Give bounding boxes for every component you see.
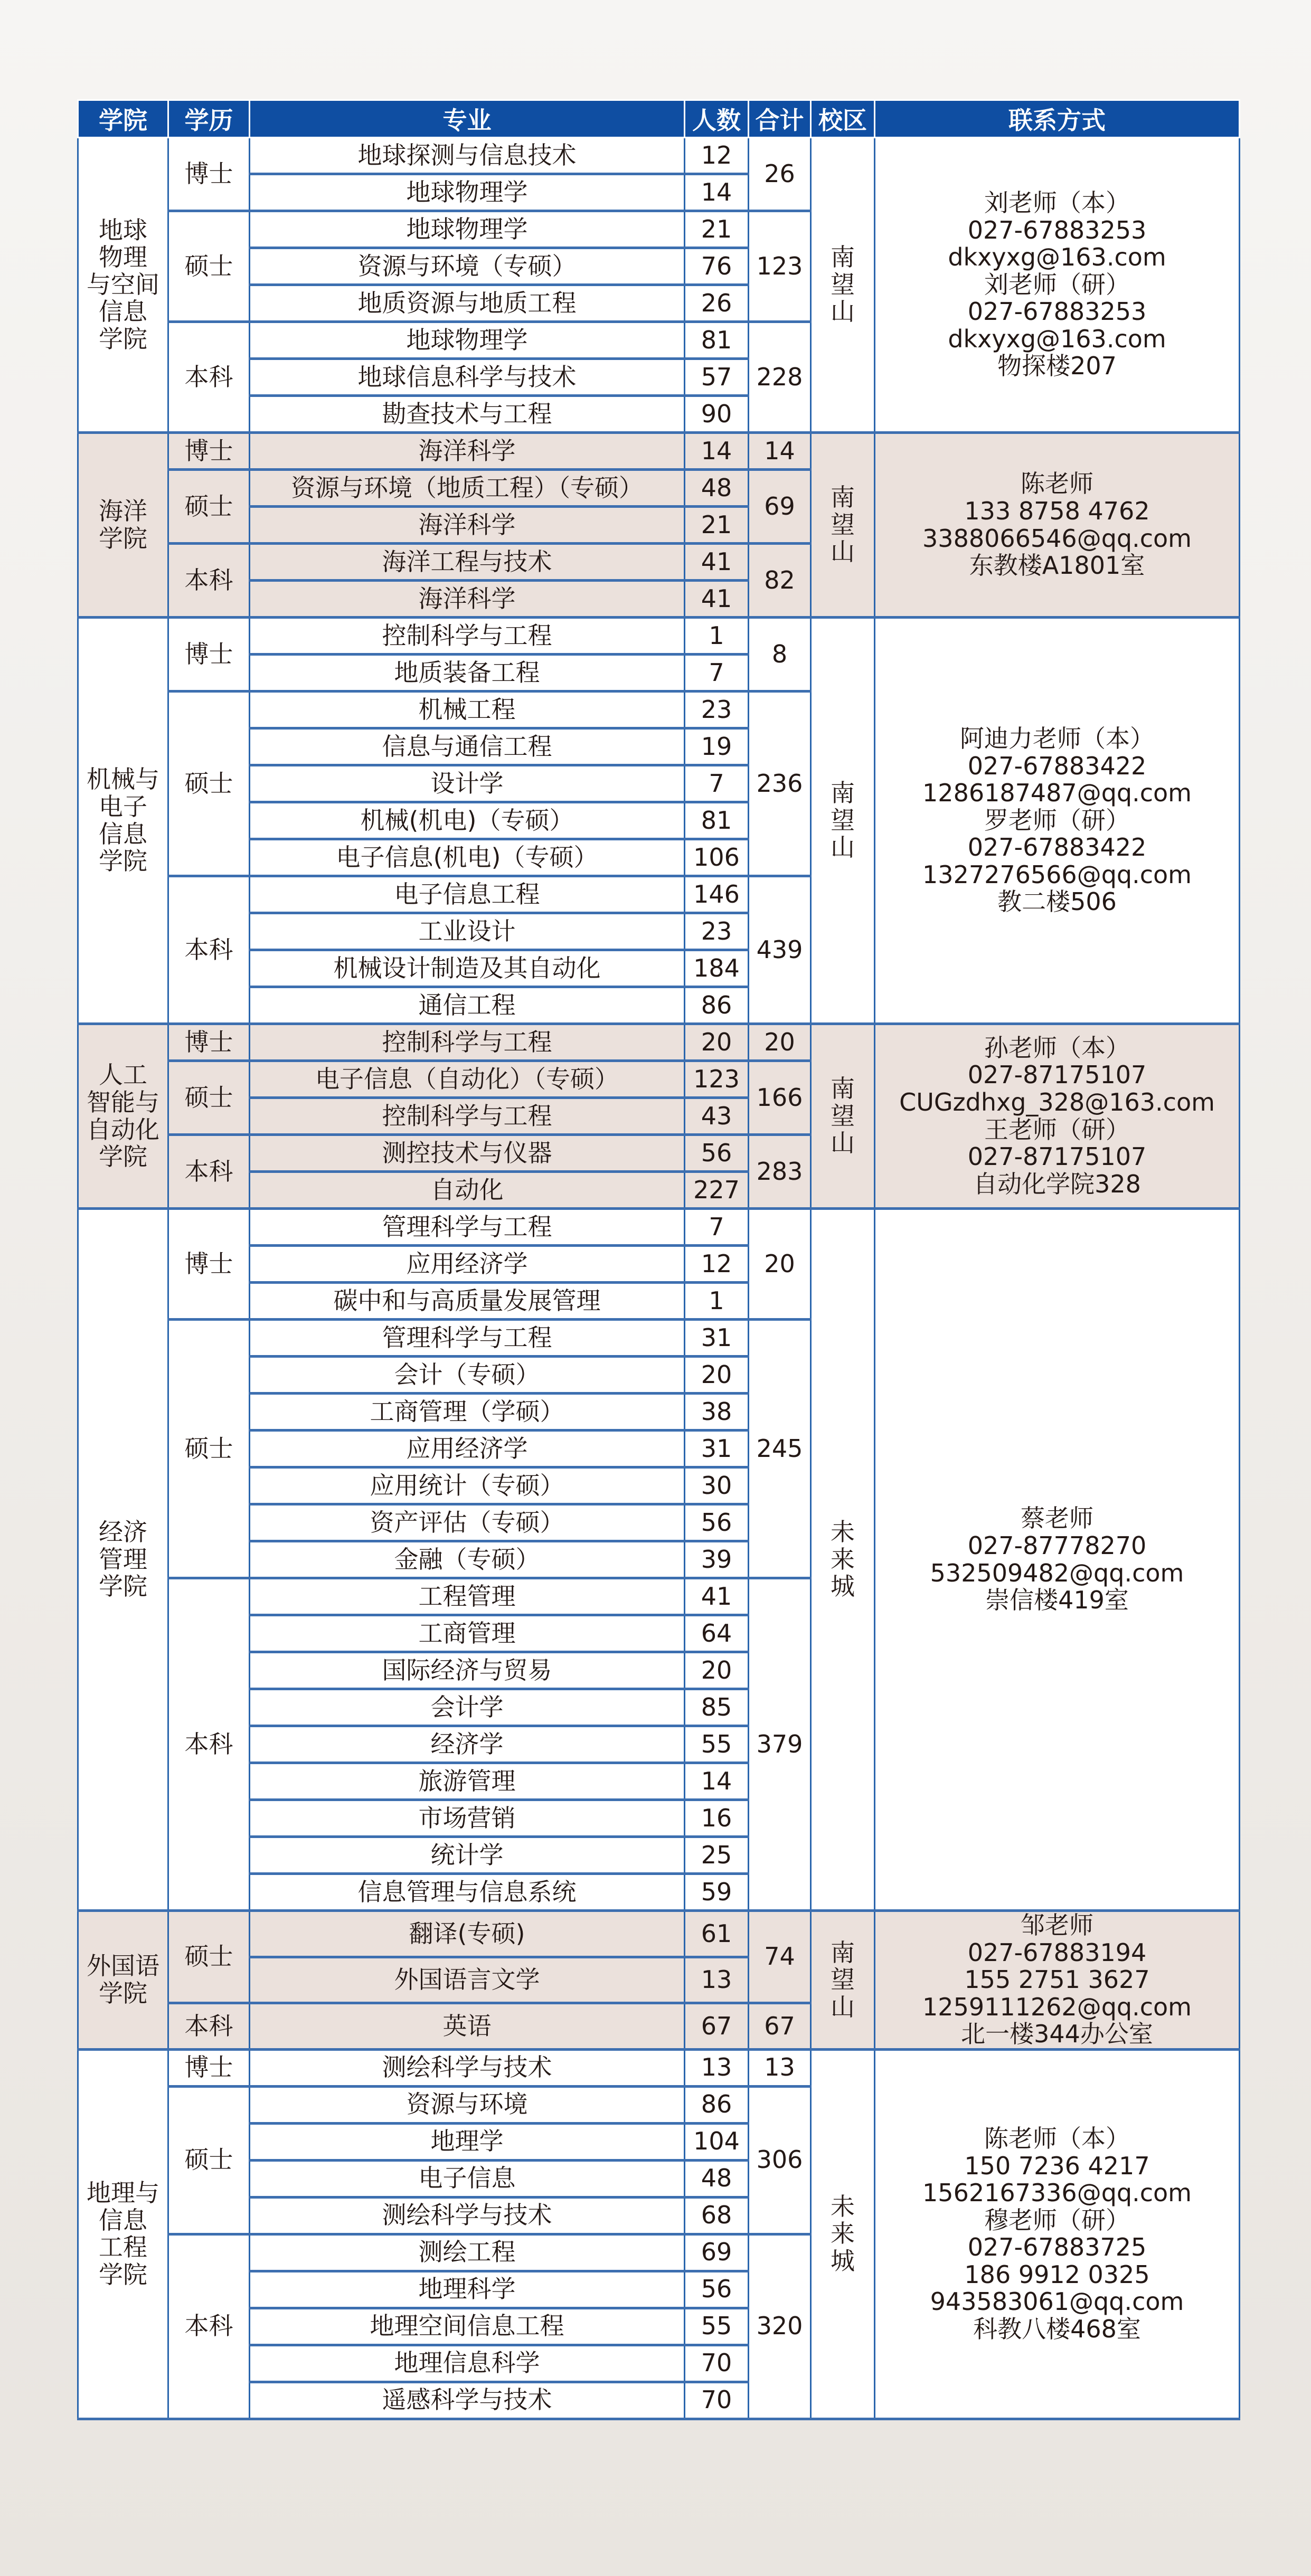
college-group	[78, 433, 1240, 618]
campus-char: 未	[831, 2192, 855, 2221]
college-name-cell	[78, 138, 168, 433]
major-name: 工程管理	[250, 1578, 685, 1615]
contact-line: 1259111262@qq.com	[922, 1992, 1192, 2021]
contact-cell	[875, 2049, 1240, 2419]
campus-char: 南	[831, 483, 855, 512]
contact-line: 3388066546@qq.com	[922, 524, 1192, 553]
major-count: 68	[685, 2197, 749, 2234]
contact-line: 027-67883253	[967, 215, 1147, 244]
major-name: 工业设计	[250, 913, 685, 950]
campus-char: 望	[831, 806, 855, 835]
major-count: 59	[685, 1874, 749, 1911]
college-name-cell	[78, 433, 168, 618]
contact-line: 邹老师	[1021, 1911, 1093, 1939]
major-count: 20	[685, 1024, 749, 1061]
major-count: 55	[685, 1726, 749, 1763]
campus-char: 南	[831, 243, 855, 272]
major-name: 碳中和与高质量发展管理	[250, 1283, 685, 1320]
major-name: 工商管理（学硕）	[250, 1394, 685, 1431]
college-group	[78, 1209, 1240, 1911]
college-name-cell	[78, 1209, 168, 1911]
major-name: 测绘工程	[250, 2234, 685, 2271]
major-count: 48	[685, 470, 749, 507]
table-row	[78, 433, 1240, 470]
campus-cell	[811, 1209, 875, 1911]
college-name-line: 信息	[99, 2205, 147, 2234]
major-count: 70	[685, 2382, 749, 2419]
contact-cell	[875, 433, 1240, 618]
degree-level: 博士	[168, 618, 250, 692]
major-name: 经济学	[250, 1726, 685, 1763]
college-name-line: 电子	[99, 792, 147, 821]
contact-line: 东教楼A1801室	[969, 551, 1145, 580]
contact-line: 027-87778270	[967, 1531, 1147, 1560]
campus-char: 望	[831, 1101, 855, 1130]
level-total: 283	[749, 1135, 811, 1209]
table-row	[78, 1024, 1240, 1061]
major-name: 资源与环境（地质工程）（专硕）	[250, 470, 685, 507]
campus-char: 南	[831, 1938, 855, 1967]
campus-char: 山	[831, 833, 855, 862]
campus-cell	[811, 1911, 875, 2050]
major-name: 电子信息(机电)（专硕）	[250, 839, 685, 876]
contact-line: 科教八楼468室	[973, 2314, 1141, 2343]
campus-char: 来	[831, 2219, 855, 2248]
major-count: 90	[685, 396, 749, 433]
degree-level: 博士	[168, 433, 250, 470]
contact-cell	[875, 1024, 1240, 1209]
header-total: 合计	[749, 100, 811, 138]
major-count: 41	[685, 581, 749, 618]
major-count: 48	[685, 2160, 749, 2197]
major-name: 海洋科学	[250, 507, 685, 544]
campus-char: 山	[831, 1129, 855, 1158]
major-count: 56	[685, 1504, 749, 1541]
major-name: 翻译(专硕)	[250, 1911, 685, 1957]
major-name: 资源与环境	[250, 2086, 685, 2123]
contact-line: 943583061@qq.com	[930, 2287, 1184, 2316]
major-count: 13	[685, 1957, 749, 2003]
college-name-line: 海洋	[99, 496, 147, 525]
level-total: 69	[749, 470, 811, 544]
campus-char: 南	[831, 1074, 855, 1103]
contact-line: 027-67883422	[967, 751, 1147, 780]
major-count: 12	[685, 138, 749, 174]
level-total: 439	[749, 876, 811, 1024]
major-name: 地球探测与信息技术	[250, 138, 685, 174]
major-count: 38	[685, 1394, 749, 1431]
major-name: 信息与通信工程	[250, 728, 685, 765]
college-name-cell	[78, 2049, 168, 2419]
contact-line: 186 9912 0325	[964, 2260, 1150, 2289]
header-contact: 联系方式	[875, 100, 1240, 138]
college-name-line: 物理	[99, 243, 147, 272]
major-count: 76	[685, 248, 749, 285]
campus-char: 望	[831, 1965, 855, 1994]
college-name-cell	[78, 1024, 168, 1209]
major-name: 设计学	[250, 765, 685, 802]
level-total: 20	[749, 1024, 811, 1061]
contact-line: 027-67883194	[967, 1938, 1147, 1967]
degree-level: 本科	[168, 2234, 250, 2419]
major-count: 25	[685, 1837, 749, 1874]
college-group	[78, 138, 1240, 433]
contact-line: 150 7236 4217	[964, 2151, 1150, 2180]
campus-char: 山	[831, 1992, 855, 2021]
table-row	[78, 1911, 1240, 1957]
level-total: 228	[749, 322, 811, 433]
contact-line: 532509482@qq.com	[930, 1558, 1184, 1587]
level-total: 166	[749, 1061, 811, 1135]
major-name: 应用经济学	[250, 1246, 685, 1283]
major-count: 26	[685, 285, 749, 322]
contact-line: 崇信楼419室	[985, 1586, 1129, 1615]
degree-level: 本科	[168, 876, 250, 1024]
major-count: 86	[685, 987, 749, 1024]
major-count: 70	[685, 2345, 749, 2382]
table-header	[78, 100, 1240, 138]
major-count: 123	[685, 1061, 749, 1098]
college-name-line: 外国语	[87, 1952, 159, 1981]
level-total: 14	[749, 433, 811, 470]
major-name: 市场营销	[250, 1800, 685, 1837]
contact-line: 陈老师	[1021, 469, 1093, 498]
contact-line: 孙老师（本）	[984, 1033, 1130, 1062]
level-total: 67	[749, 2003, 811, 2050]
campus-char: 城	[831, 2246, 855, 2275]
level-total: 20	[749, 1209, 811, 1320]
campus-char: 望	[831, 270, 855, 299]
degree-level: 硕士	[168, 2086, 250, 2234]
major-name: 金融（专硕）	[250, 1541, 685, 1578]
degree-level: 博士	[168, 2049, 250, 2086]
major-count: 85	[685, 1689, 749, 1726]
contact-cell	[875, 1209, 1240, 1911]
college-group	[78, 618, 1240, 1024]
college-name-cell	[78, 618, 168, 1024]
college-name-line: 工程	[99, 2233, 147, 2262]
major-name: 旅游管理	[250, 1763, 685, 1800]
contact-line: 027-67883422	[967, 833, 1147, 862]
major-count: 43	[685, 1098, 749, 1135]
level-total: 306	[749, 2086, 811, 2234]
major-name: 自动化	[250, 1172, 685, 1209]
contact-line: 刘老师（研）	[984, 270, 1130, 299]
major-name: 测绘科学与技术	[250, 2049, 685, 2086]
major-count: 57	[685, 359, 749, 396]
major-name: 电子信息	[250, 2160, 685, 2197]
major-count: 7	[685, 765, 749, 802]
major-name: 会计学	[250, 1689, 685, 1726]
major-name: 控制科学与工程	[250, 1098, 685, 1135]
major-name: 资源与环境（专硕）	[250, 248, 685, 285]
major-count: 81	[685, 802, 749, 839]
enrollment-table	[77, 99, 1240, 2420]
college-group	[78, 2049, 1240, 2419]
college-name-line: 学院	[99, 1978, 147, 2007]
major-count: 14	[685, 1763, 749, 1800]
major-count: 69	[685, 2234, 749, 2271]
contact-line: 027-67883725	[967, 2233, 1147, 2262]
major-count: 61	[685, 1911, 749, 1957]
header-degree: 学历	[168, 100, 250, 138]
campus-cell	[811, 138, 875, 433]
major-count: 14	[685, 174, 749, 211]
college-name-line: 智能与	[87, 1087, 159, 1116]
degree-level: 博士	[168, 1209, 250, 1320]
table-row	[78, 138, 1240, 174]
major-name: 测控技术与仪器	[250, 1135, 685, 1172]
college-name-line: 管理	[99, 1545, 147, 1574]
major-name: 工商管理	[250, 1615, 685, 1652]
level-total: 236	[749, 692, 811, 876]
major-count: 30	[685, 1467, 749, 1504]
major-count: 7	[685, 655, 749, 692]
college-name-line: 与空间	[87, 270, 159, 299]
major-count: 31	[685, 1320, 749, 1357]
contact-line: 1562167336@qq.com	[922, 2179, 1192, 2208]
major-name: 电子信息工程	[250, 876, 685, 913]
college-name-line: 信息	[99, 297, 147, 326]
degree-level: 博士	[168, 138, 250, 211]
college-name-line: 地理与	[87, 2179, 159, 2208]
major-count: 12	[685, 1246, 749, 1283]
degree-level: 硕士	[168, 211, 250, 322]
college-group	[78, 1911, 1240, 2050]
contact-line: 027-87175107	[967, 1142, 1147, 1171]
major-count: 56	[685, 2271, 749, 2308]
degree-level: 硕士	[168, 1320, 250, 1578]
level-total: 82	[749, 544, 811, 618]
campus-cell	[811, 618, 875, 1024]
contact-line: CUGzdhxg_328@163.com	[899, 1087, 1215, 1116]
major-name: 管理科学与工程	[250, 1209, 685, 1246]
header-count: 人数	[685, 100, 749, 138]
college-name-line: 机械与	[87, 765, 159, 794]
contact-line: 1286187487@qq.com	[922, 779, 1192, 808]
level-total: 379	[749, 1578, 811, 1911]
major-count: 86	[685, 2086, 749, 2123]
major-count: 23	[685, 692, 749, 728]
contact-line: 自动化学院328	[973, 1169, 1141, 1198]
college-name-line: 学院	[99, 1572, 147, 1601]
degree-level: 硕士	[168, 1911, 250, 2003]
table-row	[78, 2049, 1240, 2086]
major-name: 地理学	[250, 2123, 685, 2160]
contact-line: 蔡老师	[1021, 1504, 1093, 1533]
campus-char: 南	[831, 779, 855, 808]
college-group	[78, 1024, 1240, 1209]
major-name: 应用统计（专硕）	[250, 1467, 685, 1504]
major-count: 1	[685, 618, 749, 655]
major-name: 地理科学	[250, 2271, 685, 2308]
major-count: 41	[685, 1578, 749, 1615]
contact-line: 1327276566@qq.com	[922, 860, 1192, 889]
major-name: 控制科学与工程	[250, 618, 685, 655]
contact-line: 刘老师（本）	[984, 188, 1130, 217]
college-name-line: 学院	[99, 524, 147, 553]
major-name: 统计学	[250, 1837, 685, 1874]
major-name: 地球信息科学与技术	[250, 359, 685, 396]
major-name: 英语	[250, 2003, 685, 2050]
major-count: 21	[685, 507, 749, 544]
major-count: 20	[685, 1357, 749, 1394]
college-name-line: 信息	[99, 819, 147, 848]
major-name: 地质资源与地质工程	[250, 285, 685, 322]
major-count: 227	[685, 1172, 749, 1209]
campus-char: 山	[831, 297, 855, 326]
major-name: 勘查技术与工程	[250, 396, 685, 433]
major-name: 测绘科学与技术	[250, 2197, 685, 2234]
major-name: 信息管理与信息系统	[250, 1874, 685, 1911]
major-name: 机械设计制造及其自动化	[250, 950, 685, 987]
major-count: 21	[685, 211, 749, 248]
college-name-cell	[78, 1911, 168, 2050]
major-name: 海洋工程与技术	[250, 544, 685, 581]
major-name: 地球物理学	[250, 174, 685, 211]
major-count: 41	[685, 544, 749, 581]
major-count: 31	[685, 1431, 749, 1467]
degree-level: 博士	[168, 1024, 250, 1061]
major-name: 遥感科学与技术	[250, 2382, 685, 2419]
college-name-line: 自动化	[87, 1115, 159, 1144]
degree-level: 硕士	[168, 692, 250, 876]
degree-level: 本科	[168, 1578, 250, 1911]
header-major: 专业	[250, 100, 685, 138]
major-name: 国际经济与贸易	[250, 1652, 685, 1689]
major-count: 55	[685, 2308, 749, 2345]
contact-cell	[875, 1911, 1240, 2050]
level-total: 13	[749, 2049, 811, 2086]
major-name: 外国语言文学	[250, 1957, 685, 2003]
campus-char: 山	[831, 537, 855, 566]
major-count: 1	[685, 1283, 749, 1320]
major-count: 184	[685, 950, 749, 987]
college-name-line: 学院	[99, 2260, 147, 2289]
major-count: 16	[685, 1800, 749, 1837]
campus-char: 未	[831, 1518, 855, 1547]
major-count: 81	[685, 322, 749, 359]
degree-level: 本科	[168, 322, 250, 433]
major-name: 通信工程	[250, 987, 685, 1024]
campus-char: 来	[831, 1545, 855, 1574]
level-total: 8	[749, 618, 811, 692]
major-name: 海洋科学	[250, 433, 685, 470]
campus-cell	[811, 2049, 875, 2419]
enrollment-table-container	[77, 99, 1239, 2420]
degree-level: 硕士	[168, 470, 250, 544]
contact-cell	[875, 138, 1240, 433]
contact-line: 物探楼207	[997, 352, 1117, 381]
major-name: 海洋科学	[250, 581, 685, 618]
major-name: 资产评估（专硕）	[250, 1504, 685, 1541]
major-name: 地球物理学	[250, 211, 685, 248]
table-row	[78, 618, 1240, 655]
major-name: 电子信息（自动化）（专硕）	[250, 1061, 685, 1098]
major-count: 20	[685, 1652, 749, 1689]
college-name-line: 学院	[99, 324, 147, 353]
degree-level: 本科	[168, 1135, 250, 1209]
table-row	[78, 1209, 1240, 1246]
contact-cell	[875, 618, 1240, 1024]
major-name: 管理科学与工程	[250, 1320, 685, 1357]
college-name-line: 人工	[99, 1060, 147, 1090]
major-name: 控制科学与工程	[250, 1024, 685, 1061]
contact-line: 阿迪力老师（本）	[960, 724, 1154, 753]
college-name-line: 学院	[99, 1142, 147, 1171]
major-count: 146	[685, 876, 749, 913]
major-name: 地质装备工程	[250, 655, 685, 692]
contact-line: 陈老师（本）	[984, 2124, 1130, 2153]
major-count: 56	[685, 1135, 749, 1172]
degree-level: 本科	[168, 2003, 250, 2050]
contact-line: 133 8758 4762	[964, 496, 1150, 525]
level-total: 26	[749, 138, 811, 211]
level-total: 245	[749, 1320, 811, 1578]
major-name: 地理信息科学	[250, 2345, 685, 2382]
contact-line: dkxyxg@163.com	[948, 324, 1166, 353]
contact-line: 罗老师（研）	[984, 806, 1130, 835]
contact-line: 教二楼506	[997, 887, 1117, 916]
major-count: 14	[685, 433, 749, 470]
major-count: 23	[685, 913, 749, 950]
campus-char: 城	[831, 1572, 855, 1601]
level-total: 320	[749, 2234, 811, 2419]
major-name: 应用经济学	[250, 1431, 685, 1467]
major-count: 104	[685, 2123, 749, 2160]
campus-cell	[811, 433, 875, 618]
degree-level: 硕士	[168, 1061, 250, 1135]
contact-line: 155 2751 3627	[964, 1965, 1150, 1994]
major-name: 地理空间信息工程	[250, 2308, 685, 2345]
degree-level: 本科	[168, 544, 250, 618]
contact-line: 北一楼344办公室	[961, 2020, 1153, 2049]
major-count: 64	[685, 1615, 749, 1652]
campus-char: 望	[831, 510, 855, 539]
major-count: 19	[685, 728, 749, 765]
major-name: 地球物理学	[250, 322, 685, 359]
campus-cell	[811, 1024, 875, 1209]
major-name: 会计（专硕）	[250, 1357, 685, 1394]
major-name: 机械(机电)（专硕）	[250, 802, 685, 839]
level-total: 74	[749, 1911, 811, 2003]
contact-line: 王老师（研）	[984, 1115, 1130, 1144]
major-count: 106	[685, 839, 749, 876]
contact-line: dkxyxg@163.com	[948, 243, 1166, 272]
contact-line: 027-67883253	[967, 297, 1147, 326]
college-name-line: 地球	[99, 215, 147, 244]
college-name-line: 经济	[99, 1518, 147, 1547]
major-count: 7	[685, 1209, 749, 1246]
major-count: 39	[685, 1541, 749, 1578]
major-name: 机械工程	[250, 692, 685, 728]
college-name-line: 学院	[99, 847, 147, 876]
header-campus: 校区	[811, 100, 875, 138]
header-college: 学院	[78, 100, 168, 138]
level-total: 123	[749, 211, 811, 322]
contact-line: 穆老师（研）	[984, 2205, 1130, 2234]
header-row	[78, 100, 1240, 138]
major-count: 67	[685, 2003, 749, 2050]
contact-line: 027-87175107	[967, 1060, 1147, 1090]
major-count: 13	[685, 2049, 749, 2086]
